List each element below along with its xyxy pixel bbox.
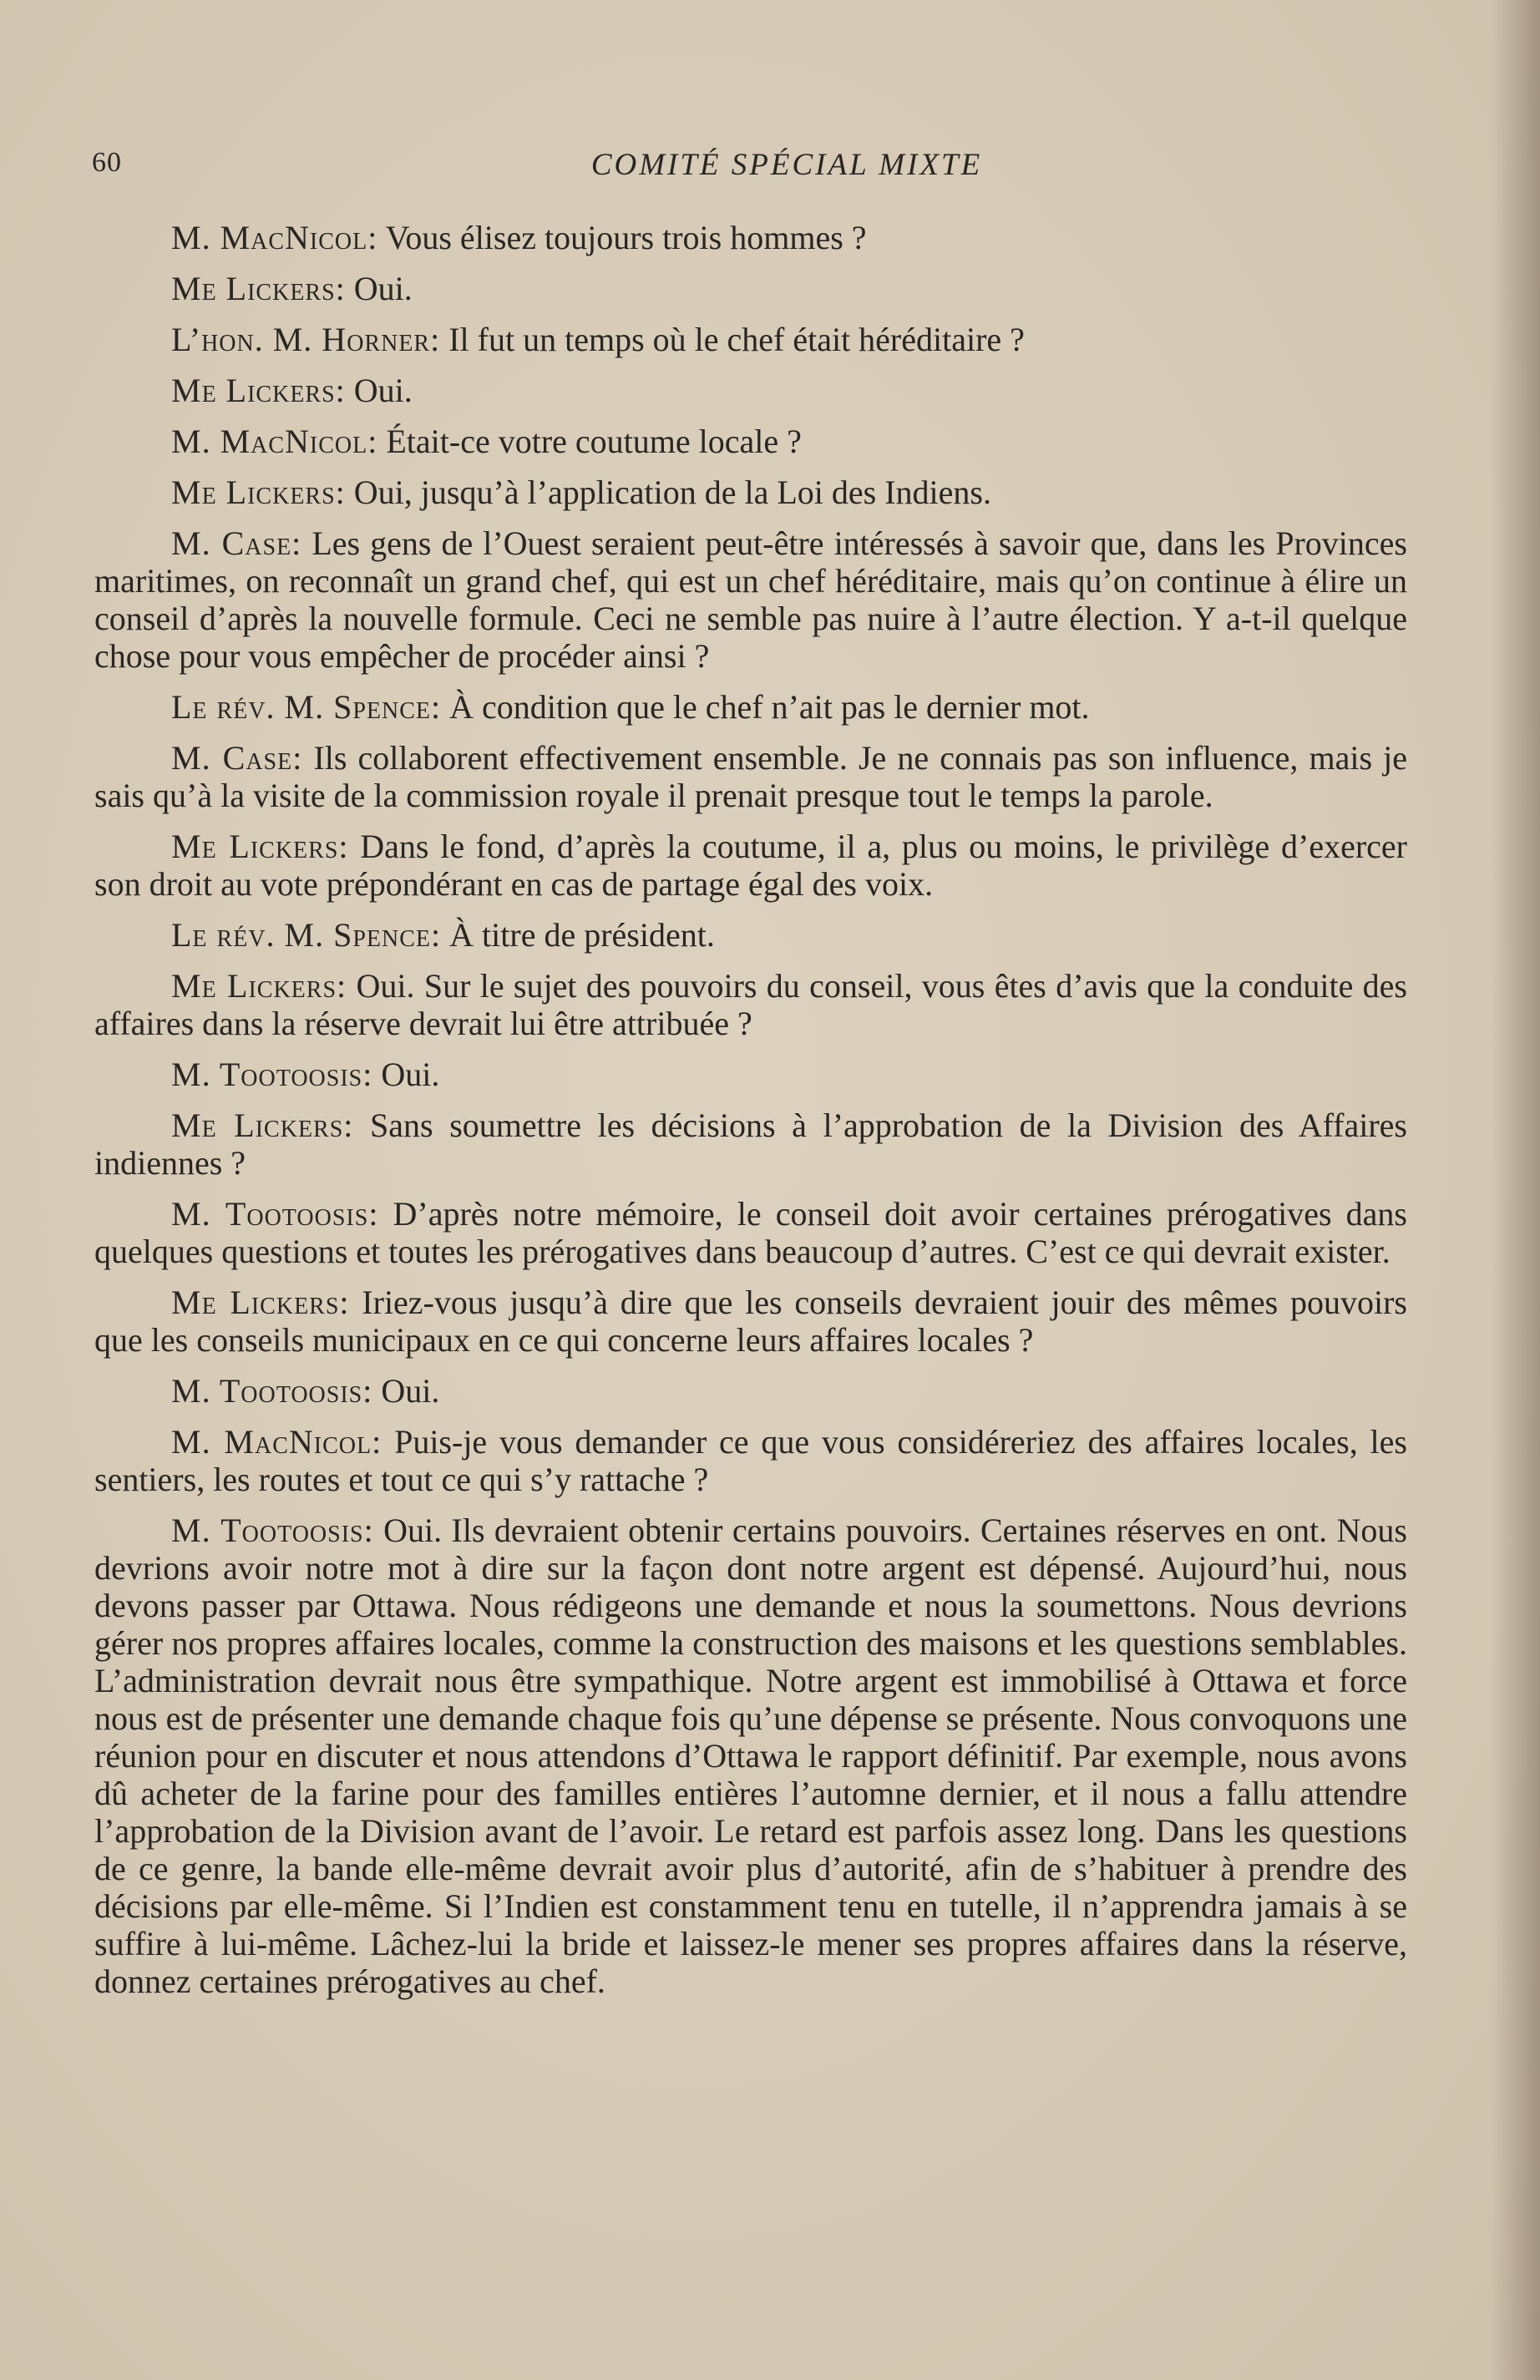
speaker-name: M. MacNicol: [171, 1423, 382, 1461]
paragraph [94, 524, 1407, 675]
speaker-name: Me Lickers: [171, 967, 347, 1005]
speaker-name: Me Lickers: [171, 372, 346, 409]
paragraph [94, 270, 1407, 307]
paragraph [94, 739, 1407, 814]
paragraph-text: Les gens de l’Ouest seraient peut-être intéressés à savoir que, dans les Provinces maritimes, on reconnaît un grand chef, qui est un chef héréditaire, mais qu’on continue à élire un conseil d’après la nouvelle formule. Ceci ne semble pas nuire à l’autre élection. Y a-t-il quelque chose pour vous empêcher de procéder ainsi ? [94, 524, 1407, 675]
speaker-name: Le rév. M. Spence: [171, 688, 442, 726]
page-header [92, 147, 1406, 189]
paragraph-text: Oui. Sur le sujet des pouvoirs du conseil, vous êtes d’avis que la conduite des affaires dans la réserve devrait lui être attribuée ? [94, 967, 1407, 1042]
paragraph [94, 372, 1407, 409]
speaker-name: M. MacNicol: [171, 423, 378, 460]
paragraph [94, 1106, 1407, 1182]
paragraph [94, 916, 1407, 954]
paragraph-text: Oui. Ils devraient obtenir certains pouvoirs. Certaines réserves en ont. Nous devrions avoir notre mot à dire sur la façon dont notre argent est dépensé. Aujourd’hui, nous devons passer par Ottawa. Nous rédigeons une demande et nous la soumettons. Nous devrions gérer nos propres affaires locales, comme la construction des maisons et les questions semblables. L’administration devrait nous être sympathique. Notre argent est immobilisé à Ottawa et force nous est de présenter une demande chaque fois qu’une dépense se présente. Nous convoquons une réunion pour en discuter et nous attendons d’Ottawa le rapport définitif. Par exemple, nous avons dû acheter de la farine pour des familles entières l’automne dernier, et il nous a fallu attendre l’approbation de la Division avant de l’avoir. Le retard est parfois assez long. Dans les questions de ce genre, la bande elle-même devrait avoir plus d’autorité, afin de s’habituer à prendre des décisions par elle-même. Si l’Indien est constamment tenu en tutelle, il n’apprendra jamais à se suffire à lui-même. Lâchez-lui la bride et laissez-le mener ses propres affaires dans la réserve, donnez certaines prérogatives au chef. [94, 1512, 1407, 2000]
speaker-name: Me Lickers: [171, 828, 349, 865]
paragraph-text: Vous élisez toujours trois hommes ? [377, 219, 867, 256]
paragraph [94, 967, 1407, 1042]
paragraph [94, 828, 1407, 903]
paragraph-text: Dans le fond, d’après la coutume, il a, plus ou moins, le privilège d’exercer son droit au vote prépondérant en cas de partage égal des voix. [94, 828, 1407, 903]
speaker-name: Me Lickers: [171, 1106, 354, 1144]
paragraph-text: Oui. [345, 270, 413, 307]
speaker-name: M. Tootoosis: [171, 1056, 373, 1093]
speaker-name: M. Tootoosis: [171, 1195, 379, 1233]
paragraph-text: Était-ce votre coutume locale ? [377, 423, 802, 460]
paragraph [94, 423, 1407, 460]
paragraph-text: Oui. [372, 1056, 440, 1093]
paragraph [94, 688, 1407, 726]
paragraph-text: Oui. [372, 1372, 440, 1410]
speaker-name: Le rév. M. Spence: [171, 916, 442, 954]
paragraph-text: À condition que le chef n’ait pas le dernier mot. [441, 688, 1090, 726]
speaker-name: L’hon. M. Horner: [171, 321, 441, 358]
speaker-name: M. Case: [171, 739, 303, 777]
paragraph-text: À titre de président. [441, 916, 715, 954]
paragraph [94, 1423, 1407, 1498]
speaker-name: Me Lickers: [171, 473, 346, 511]
speaker-name: M. MacNicol: [171, 219, 378, 256]
paragraph [94, 473, 1407, 511]
paragraph-text: Puis-je vous demander ce que vous considéreriez des affaires locales, les sentiers, les routes et tout ce qui s’y rattache ? [94, 1423, 1407, 1498]
paragraph-text: Oui. [345, 372, 413, 409]
running-title: COMITÉ SPÉCIAL MIXTE [590, 148, 983, 182]
paragraph [94, 1512, 1407, 2000]
paragraph [94, 1195, 1407, 1270]
speaker-name: M. Case: [171, 524, 302, 562]
speaker-name: M. Tootoosis: [171, 1372, 373, 1410]
paragraph [94, 1284, 1407, 1359]
paragraph-text: Ils collaborent effectivement ensemble. Je ne connais pas son influence, mais je sais qu’à la visite de la commission royale il prenait presque tout le temps la parole. [94, 739, 1407, 814]
paragraph-text: Il fut un temps où le chef était héréditaire ? [440, 321, 1025, 358]
page-number: 60 [92, 147, 122, 178]
paragraph-text: Iriez-vous jusqu’à dire que les conseils devraient jouir des mêmes pouvoirs que les conseils municipaux en ce qui concerne leurs affaires locales ? [94, 1284, 1407, 1359]
speaker-name: M. Tootoosis: [171, 1512, 374, 1549]
body-text [94, 219, 1407, 2013]
paragraph-text: Oui, jusqu’à l’application de la Loi des Indiens. [345, 473, 991, 511]
speaker-name: Me Lickers: [171, 270, 346, 307]
speaker-name: Me Lickers: [171, 1284, 350, 1321]
paragraph [94, 321, 1407, 358]
paragraph [94, 219, 1407, 256]
paragraph-text: Sans soumettre les décisions à l’approbation de la Division des Affaires indiennes ? [94, 1106, 1407, 1182]
paragraph-text: D’après notre mémoire, le conseil doit avoir certaines prérogatives dans quelques questions et toutes les prérogatives dans beaucoup d’autres. C’est ce qui devrait exister. [94, 1195, 1408, 1270]
paragraph [94, 1372, 1407, 1410]
paragraph [94, 1056, 1407, 1093]
